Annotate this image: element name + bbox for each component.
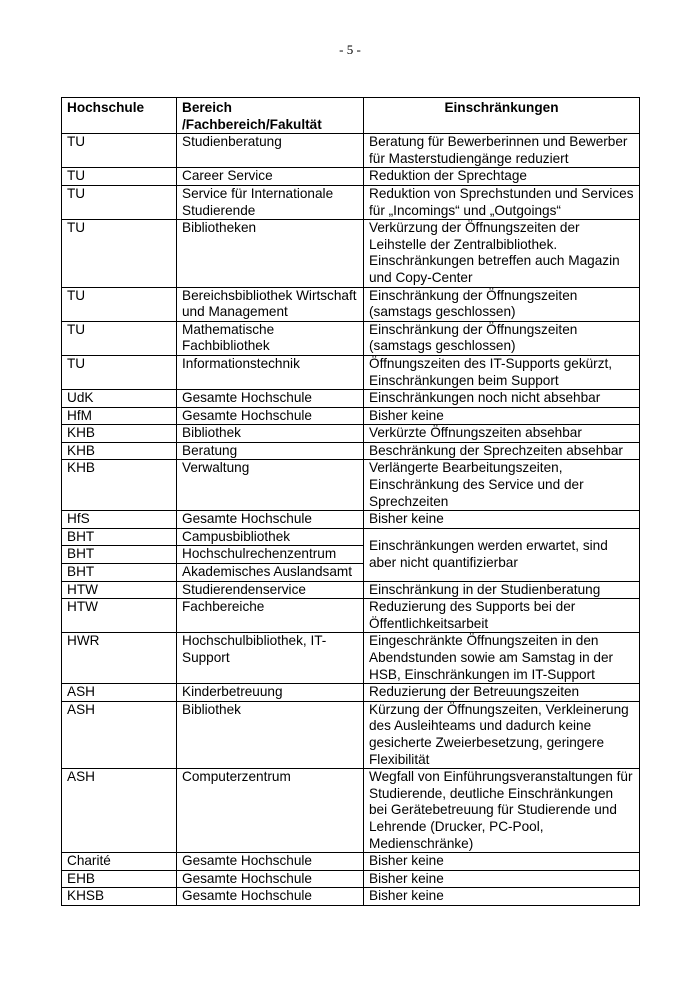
cell-einschraenkung: Einschränkungen noch nicht absehbar: [364, 390, 640, 408]
cell-hochschule: HfS: [62, 511, 177, 529]
table-row: [62, 287, 640, 321]
cell-bereich: Bibliotheken: [177, 220, 364, 287]
table-row: [62, 581, 640, 599]
cell-hochschule: HTW: [62, 599, 177, 633]
cell-hochschule: UdK: [62, 390, 177, 408]
cell-einschraenkung: Bisher keine: [364, 511, 640, 529]
cell-hochschule: TU: [62, 185, 177, 219]
cell-einschraenkung-merged: Einschränkungen werden erwartet, sind aber nicht quantifizierbar: [364, 528, 640, 581]
cell-bereich: Gesamte Hochschule: [177, 407, 364, 425]
cell-hochschule: TU: [62, 355, 177, 389]
table-row: [62, 390, 640, 408]
table-row: [62, 528, 640, 546]
cell-bereich: Gesamte Hochschule: [177, 511, 364, 529]
table-row: [62, 853, 640, 871]
cell-hochschule: BHT: [62, 528, 177, 546]
restrictions-table: [61, 97, 640, 906]
cell-einschraenkung: Kürzung der Öffnungszeiten, Verkleinerung des Ausleihteams und dadurch keine gesicherte Zweierbesetzung, geringere Flexibilität: [364, 701, 640, 768]
table-row: [62, 870, 640, 888]
cell-einschraenkung: Einschränkung der Öffnungszeiten (samstags geschlossen): [364, 287, 640, 321]
cell-hochschule: KHB: [62, 425, 177, 443]
cell-einschraenkung: Reduzierung des Supports bei der Öffentlichkeitsarbeit: [364, 599, 640, 633]
table-row: [62, 460, 640, 511]
cell-bereich: Campusbibliothek: [177, 528, 364, 546]
cell-bereich: Hochschulbibliothek, IT-Support: [177, 633, 364, 684]
cell-einschraenkung: Reduktion von Sprechstunden und Services für „Incomings“ und „Outgoings“: [364, 185, 640, 219]
cell-bereich: Service für Internationale Studierende: [177, 185, 364, 219]
cell-hochschule: KHB: [62, 442, 177, 460]
table-row: [62, 769, 640, 853]
cell-hochschule: BHT: [62, 564, 177, 582]
cell-bereich: Hochschulrechenzentrum: [177, 546, 364, 564]
cell-einschraenkung: Beschränkung der Sprechzeiten absehbar: [364, 442, 640, 460]
cell-bereich: Gesamte Hochschule: [177, 888, 364, 906]
header-hochschule: Hochschule: [62, 98, 177, 134]
cell-einschraenkung: Eingeschränkte Öffnungszeiten in den Abendstunden sowie am Samstag in der HSB, Einschränkungen im IT-Support: [364, 633, 640, 684]
cell-hochschule: ASH: [62, 701, 177, 768]
cell-einschraenkung: Einschränkung der Öffnungszeiten (samstags geschlossen): [364, 321, 640, 355]
cell-einschraenkung: Verkürzte Öffnungszeiten absehbar: [364, 425, 640, 443]
cell-hochschule: KHSB: [62, 888, 177, 906]
cell-einschraenkung: Beratung für Bewerberinnen und Bewerber für Masterstudiengänge reduziert: [364, 134, 640, 168]
table-row: [62, 684, 640, 702]
cell-bereich: Gesamte Hochschule: [177, 853, 364, 871]
cell-bereich: Studienberatung: [177, 134, 364, 168]
cell-einschraenkung: Reduzierung der Betreuungszeiten: [364, 684, 640, 702]
cell-bereich: Beratung: [177, 442, 364, 460]
cell-bereich: Kinderbetreuung: [177, 684, 364, 702]
table-header-row: [62, 98, 640, 134]
table-row: [62, 599, 640, 633]
table-row: [62, 321, 640, 355]
cell-einschraenkung: Bisher keine: [364, 853, 640, 871]
cell-bereich: Gesamte Hochschule: [177, 870, 364, 888]
table-row: [62, 442, 640, 460]
cell-hochschule: TU: [62, 134, 177, 168]
cell-einschraenkung: Öffnungszeiten des IT-Supports gekürzt, Einschränkungen beim Support: [364, 355, 640, 389]
header-einschraenkungen: Einschränkungen: [364, 98, 640, 134]
cell-einschraenkung: Verkürzung der Öffnungszeiten der Leihstelle der Zentralbibliothek. Einschränkungen betreffen auch Magazin und Copy-Center: [364, 220, 640, 287]
cell-hochschule: BHT: [62, 546, 177, 564]
cell-hochschule: TU: [62, 287, 177, 321]
cell-einschraenkung: Einschränkung in der Studienberatung: [364, 581, 640, 599]
page-number: - 5 -: [339, 42, 361, 57]
cell-hochschule: TU: [62, 168, 177, 186]
cell-hochschule: TU: [62, 220, 177, 287]
cell-hochschule: ASH: [62, 684, 177, 702]
cell-einschraenkung: Wegfall von Einführungsveranstaltungen für Studierende, deutliche Einschränkungen bei Gerätebetreuung für Studierende und Lehrende (Drucker, PC-Pool, Medienschränke): [364, 769, 640, 853]
table-row: [62, 511, 640, 529]
cell-bereich: Bibliothek: [177, 701, 364, 768]
cell-bereich: Informationstechnik: [177, 355, 364, 389]
cell-hochschule: KHB: [62, 460, 177, 511]
table-row: [62, 888, 640, 906]
table-row: [62, 220, 640, 287]
table-row: [62, 185, 640, 219]
table-row: [62, 701, 640, 768]
cell-hochschule: TU: [62, 321, 177, 355]
cell-bereich: Bibliothek: [177, 425, 364, 443]
cell-hochschule: HTW: [62, 581, 177, 599]
cell-einschraenkung: Bisher keine: [364, 870, 640, 888]
cell-hochschule: ASH: [62, 769, 177, 853]
cell-einschraenkung: Bisher keine: [364, 888, 640, 906]
cell-bereich: Fachbereiche: [177, 599, 364, 633]
table-row: [62, 407, 640, 425]
table-row: [62, 355, 640, 389]
table-row: [62, 633, 640, 684]
cell-bereich: Verwaltung: [177, 460, 364, 511]
header-bereich: Bereich /Fachbereich/Fakultät: [177, 98, 364, 134]
cell-bereich: Computerzentrum: [177, 769, 364, 853]
cell-bereich: Mathematische Fachbibliothek: [177, 321, 364, 355]
cell-hochschule: EHB: [62, 870, 177, 888]
cell-hochschule: HWR: [62, 633, 177, 684]
cell-einschraenkung: Reduktion der Sprechtage: [364, 168, 640, 186]
cell-einschraenkung: Bisher keine: [364, 407, 640, 425]
table-row: [62, 168, 640, 186]
cell-hochschule: Charité: [62, 853, 177, 871]
cell-hochschule: HfM: [62, 407, 177, 425]
cell-bereich: Akademisches Auslandsamt: [177, 564, 364, 582]
cell-bereich: Career Service: [177, 168, 364, 186]
cell-bereich: Bereichsbibliothek Wirtschaft und Management: [177, 287, 364, 321]
cell-bereich: Studierendenservice: [177, 581, 364, 599]
cell-einschraenkung: Verlängerte Bearbeitungszeiten, Einschränkung des Service und der Sprechzeiten: [364, 460, 640, 511]
cell-bereich: Gesamte Hochschule: [177, 390, 364, 408]
table-row: [62, 425, 640, 443]
table-row: [62, 134, 640, 168]
